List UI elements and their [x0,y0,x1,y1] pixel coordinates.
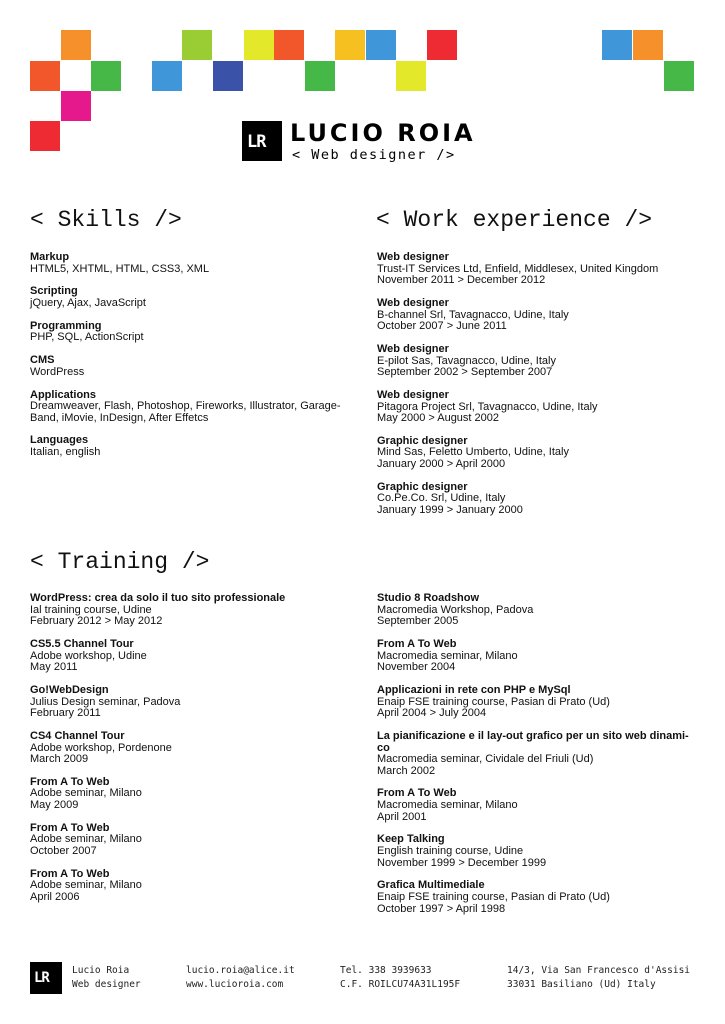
entry-detail: Macromedia seminar, Milano [377,799,518,812]
list-item [377,834,697,869]
entry-title: From A To Web [30,775,110,788]
pixel-square [427,30,457,60]
pixel-square [274,30,304,60]
entry-detail: April 2006 [30,891,80,903]
entry-detail: October 1997 > April 1998 [377,902,506,915]
logo-mark [242,121,282,161]
entry-title: CMS [30,354,55,367]
pixel-square [664,61,694,91]
list-item [30,869,350,904]
footer-logo [30,962,62,994]
footer-address [507,964,690,992]
training-list-left [30,593,350,915]
entry-title: Web designer [377,342,449,355]
list-item [30,685,350,720]
entry-detail: English training course, Udine [377,845,524,858]
list-item [377,593,697,628]
pixel-square [305,61,335,91]
entry-title: From A To Web [30,821,110,834]
entry-detail: Mind Sas, Feletto Umberto, Udine, Italy [377,446,569,459]
list-item [377,685,697,720]
entry-detail: Enaip FSE training course, Pasian di Prato (Ud) [377,891,610,903]
entry-detail: Pitagora Project Srl, Tavagnacco, Udine, Italy [377,400,598,413]
entry-detail: HTML5, XHTML, HTML, CSS3, XML [30,262,210,275]
author-name: LUCIO ROIA [290,119,476,147]
list-item [30,593,350,628]
entry-title-continued: co [377,741,390,754]
list-item [377,390,697,425]
entry-detail: Julius Design seminar, Padova [30,695,181,708]
entry-detail: April 2004 > July 2004 [377,707,487,720]
footer-contact [340,964,460,992]
pixel-square [633,30,663,60]
entry-detail: January 1999 > January 2000 [377,504,523,517]
entry-detail: January 2000 > April 2000 [377,458,506,471]
entry-detail: March 2009 [30,753,89,766]
footer-identity [72,964,141,992]
entry-title: Applicazioni in rete con PHP e MySql [377,683,571,696]
list-item [30,286,350,309]
entry-title: Markup [30,251,70,263]
entry-title: From A To Web [377,637,457,650]
list-item [30,252,350,275]
entry-detail: May 2009 [30,799,79,812]
entry-detail: September 2002 > September 2007 [377,366,553,379]
footer-address-line1: 14/3, Via San Francesco d'Assisi [507,965,691,976]
pixel-square [396,61,426,91]
entry-detail: February 2012 > May 2012 [30,615,163,628]
entry-detail: Ial training course, Udine [30,603,152,616]
list-item [377,252,697,287]
entry-detail: November 1999 > December 1999 [377,856,547,869]
entry-detail: jQuery, Ajax, JavaScript [30,296,146,309]
pixel-square [602,30,632,60]
entry-detail: May 2000 > August 2002 [377,412,500,425]
work-heading: < Work experience /> [376,207,653,233]
list-item [377,344,697,379]
list-item [30,321,350,344]
entry-detail: Trust-IT Services Ltd, Enfield, Middlesex, United Kingdom [377,262,659,275]
pixel-square [61,91,91,121]
author-subtitle: < Web designer /> [292,147,456,163]
entry-detail: Enaip FSE training course, Pasian di Prato (Ud) [377,695,610,708]
entry-detail: Dreamweaver, Flash, Photoshop, Fireworks, Illustrator, Garage- [30,400,341,413]
entry-title: Go!WebDesign [30,683,109,696]
pixel-square [213,61,243,91]
entry-title: Web designer [377,251,449,263]
entry-title: Grafica Multimediale [377,879,485,892]
entry-detail: April 2001 [377,810,427,823]
pixel-square [61,30,91,60]
entry-title: Languages [30,434,89,447]
footer-fiscal-code: C.F. ROILCU74A31L195F [340,979,461,990]
training-list-right [377,593,697,926]
footer-web [186,964,295,992]
entry-detail: May 2011 [30,661,78,674]
footer-phone: Tel. 338 3939633 [340,965,432,976]
footer-address-line2: 33031 Basiliano (Ud) Italy [507,979,656,990]
entry-detail: Adobe seminar, Milano [30,833,142,846]
entry-detail: Adobe seminar, Milano [30,787,142,800]
list-item [30,639,350,674]
list-item [30,731,350,766]
entry-detail: Macromedia seminar, Cividale del Friuli (Ud) [377,753,594,766]
entry-detail: Italian, english [30,446,101,459]
entry-detail: Adobe workshop, Udine [30,649,147,662]
pixel-square [30,61,60,91]
entry-title: CS5.5 Channel Tour [30,637,134,650]
entry-detail: October 2007 [30,845,97,858]
entry-detail: November 2011 > December 2012 [377,274,546,287]
entry-detail: Macromedia Workshop, Padova [377,603,534,616]
pixel-square [335,30,365,60]
list-item [30,390,350,425]
entry-title: From A To Web [377,787,457,800]
entry-title: Keep Talking [377,833,445,846]
pixel-square [152,61,182,91]
entry-detail: September 2005 [377,615,459,628]
list-item [377,788,697,823]
pixel-square [182,30,212,60]
entry-detail: E-pilot Sas, Tavagnacco, Udine, Italy [377,354,556,367]
footer-logo-text: LR [34,970,49,986]
training-heading: < Training /> [30,549,210,575]
entry-detail: October 2007 > June 2011 [377,320,507,333]
logo-mark-text: LR [247,132,266,152]
list-item [377,880,697,915]
entry-title: Graphic designer [377,480,468,493]
list-item [377,436,697,471]
pixel-square [91,61,121,91]
entry-title: Graphic designer [377,434,468,447]
entry-title: From A To Web [30,867,110,880]
entry-detail: Adobe seminar, Milano [30,879,142,892]
entry-detail: Macromedia seminar, Milano [377,649,518,662]
entry-detail: March 2002 [377,764,436,777]
footer-email-link[interactable]: lucio.roia@alice.it [186,965,295,976]
list-item [377,639,697,674]
pixel-square [366,30,396,60]
entry-detail: Co.Pe.Co. Srl, Udine, Italy [377,492,506,505]
entry-title: Web designer [377,388,449,401]
entry-title: Scripting [30,285,78,298]
skills-heading: < Skills /> [30,207,182,233]
list-item [30,355,350,378]
work-list [377,252,697,528]
entry-title: La pianificazione e il lay-out grafico per un sito web dinami- [377,729,689,742]
list-item [30,435,350,458]
entry-detail: B-channel Srl, Tavagnacco, Udine, Italy [377,308,569,321]
entry-title: CS4 Channel Tour [30,729,125,742]
footer-name: Lucio Roia [72,965,130,976]
entry-title: WordPress: crea da solo il tuo sito professionale [30,592,286,604]
entry-detail: November 2004 [377,661,456,674]
list-item [30,823,350,858]
entry-detail: WordPress [30,365,85,378]
entry-detail: Band, iMovie, InDesign, After Effetcs [30,411,209,424]
list-item [377,731,697,777]
entry-detail: PHP, SQL, ActionScript [30,331,144,344]
list-item [377,298,697,333]
pixel-square [244,30,274,60]
pixel-square [30,121,60,151]
footer-website-link[interactable]: www.lucioroia.com [186,979,284,990]
entry-detail: Adobe workshop, Pordenone [30,741,172,754]
entry-title: Web designer [377,296,449,309]
entry-title: Applications [30,388,97,401]
entry-title: Studio 8 Roadshow [377,592,480,604]
entry-detail: February 2011 [30,707,101,720]
entry-title: Programming [30,319,102,332]
skills-list [30,252,350,470]
list-item [30,777,350,812]
list-item [377,482,697,517]
footer-role: Web designer [72,979,141,990]
